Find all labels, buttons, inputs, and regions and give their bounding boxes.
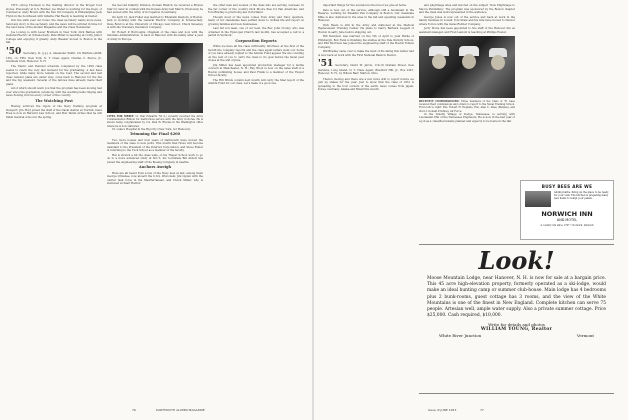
paragraph: All of which should warn you that the program has been moving fast ever since the graduation ceremony, with the wedding bells ringing and news flowing in from every corner of the country. (6, 87, 102, 98)
class-year-info: Secretary, Lt. (j.g.) A. Alexander Smith, CO Warfare (ADM-156), c/o FPO, New York, N. Y. Class Agent, Charles C. Pierce, Jr., Graduate Club, Hanover, N. H. (6, 51, 102, 63)
paragraph: Bill Bradley came over to make the most of his skiing this winter and is now back at work with the First National Bank in Boston. (318, 50, 414, 57)
left-column-2 (107, 4, 203, 400)
section-heading: The Watching Post (35, 98, 73, 103)
paragraph: Into the sixth year our notes: the class secretary wants more news. Send any story to the secretary, and the news will be printed in time for the next issue of the Alumni Magazine and the Class Newsletter. (6, 19, 102, 29)
ad-agent: WILLIAM YOUNG, Realtor (480, 327, 553, 333)
paragraph: CITY.—Doug Thomson is the training director in the Kroger food stores. Previously at U.S. Rubber, Joe Weber is working for the Dept. of Commerce; Andy Brown with the Sun Oil Company in Philadelphia; Jack Flynn in the Southwest with Gillette; Hal Reedy is teaching at Dexter. (6, 4, 102, 18)
ad-body: Adding baths, fixing up the place to be ready for your visit. The kitchen is preparing many new items to tempt your palate. (554, 191, 609, 201)
right-column-2 (419, 4, 515, 240)
inn-illustration (525, 191, 551, 207)
paragraph: St. Luke's Hospital in the Big City (New York, not Hanover). (112, 127, 192, 131)
paragraph: Last but not least, one of our best, the Rev. John Crosby, who was ordained in the Episcopal Church last month, has accepted a call to a parish in Vermont. (208, 27, 304, 37)
paragraph: Jim Miller has been appointed production manager for a textile concern in Manchester, N. H.; Ray Wood is now on the sales staff of a Boston publishing house; and Paul Frank is a member of the Thayer School faculty. (208, 63, 304, 77)
class-year-block (318, 59, 414, 76)
paragraph: Hal is stretch a bit the class wide, of his Thayer School work to go on to a more advanced study at M.I.T.; his roommate Bill Abbott has joined the engineering staff of the Boeing Company in Seattle. (107, 153, 203, 164)
caption-text: Three members of the Class of '51 have received their commissions and orders to report to the Naval Training School. From left to right: Ens. Robert H. Hopkins, Ens. Alan C. Atlee (Rennes), and 2nd Lt. Donald P. Kibbey, Air Force. (419, 100, 515, 113)
ad-agent-town: White River Junction (439, 333, 482, 339)
class-year-block (6, 47, 102, 64)
caption-title: RECENTLY COMMISSIONED: (419, 100, 460, 103)
page-number: 77 (480, 408, 484, 412)
paragraph: Though most of the news comes from Army and Navy quarters, many of our classmates have settled down to civilian life and report on growing families and new businesses. (208, 15, 304, 26)
ad-headline: Look! (478, 246, 555, 275)
ad-agent-state: Vermont (576, 333, 594, 339)
award-photo (107, 43, 203, 113)
ad-brand-sub: AND MOTEL (556, 218, 578, 222)
lodge-sale-ad (419, 244, 614, 402)
paragraph: important things for the wounded is the blood we give at home. (323, 4, 407, 7)
ad-brand: NORWICH INN (541, 210, 593, 218)
paragraph: Here are all heard from a few of the Navy men at last, among them George Ormsbee, now aboard the U.S.S. Wisconsin; Jim Ogden with the carrier task force in the Mediterranean, and Chuck Miller, who is stationed at Pearl Harbor. (107, 171, 203, 186)
paragraph: The frantic and frenzied schedule completed by the 1950 class seems to reach the very last moment for the graduating. A few have reported, while many more remain on the road. The second and last class reunion plans are under way; come back to Hanover for the fun and the big weekend. Several of the fellows have already made their plans. (6, 65, 102, 86)
paragraph: in the Tenafly Village of Dodge, Tennessee, is serving with Lieutenant Phil of the Tennessee Engineers. He is now in the last year of a job as a classified missile planner and expects to be home in the fall. (419, 112, 515, 123)
ad-headline: BUSY BEES ARE WE (541, 184, 593, 189)
left-page (6, 4, 306, 414)
paragraph: The Hill Winds column next month will carry the final report of the Alumni Fund for our class. Let's make it a good one. (208, 78, 304, 85)
paragraph: the other men and women of the class who are serving overseas. In the far corner of the country Dick Moore flies for Pan American, and Tom Bradley is practicing law in Portland. (208, 4, 304, 14)
ad-contact-line: Write for details and photos (488, 322, 545, 328)
page-number: 76 (132, 408, 136, 412)
paragraph: Two more bosses and four years of Dartmouth have moved the members of the class to new posts. This month Dan Howe will become Assistant to the President of the Polaroid Corporation, and Steve Fisher is returning to the Tuck School as a member of the faculty. (107, 138, 203, 153)
caption-text: Lt. Dan Edwards '50 (l.) recently received the Army Commendation Ribbon for meritorious service with the Army in Korea. He is shown being congratulated by Col. Paul W. Rhodes in the Washington office where he is now stationed. (107, 115, 203, 128)
class-year-number: '50 (6, 46, 22, 57)
paragraph: Having survived the rigors of the Navy training program at Newport, Jim Hoyt joined the staff of the Naval station at Norfolk. Dave Ross is now at Harvard Law School, and Bob Tamm writes that he will finish medical school in the spring. (6, 105, 102, 119)
section-heading: Corporation Reports (235, 38, 277, 43)
paragraph: Dick Beers is still in the Army and stationed at the Medical Replacement Training Center. He plans to marry Barbara Leggett of Boston in early June before shipping out. (318, 23, 414, 34)
right-column-1 (318, 4, 414, 400)
ad-body: Moose Mountain Lodge, near Hanover, N. H. is now for sale at a bargain price. This 45 acre high-elevation property, formerly operated as a ski-lodge, would make an ideal hunting camp or summer club-house. Main lodge has 4 bedrooms plus 2 bunk-rooms, guest cottage has 3 rooms, and the view of the White Mountains is one of the finest in New England. Complete kitchen can serve 75 people. Artesian well, ample water supply. Also a private summer cottage. Price $25,000. Cash required, $10,000. (427, 276, 606, 319)
class-year-info: Secretary, David W. Jarvis, 119-19 Graham Street, Kew Gardens, Long Island, N. Y. Class Agent, Bradford Hill, Jr., Box 2347, Hanover, N. H., by Wilson Barr, Marion, Ohio. (318, 64, 414, 76)
photo-caption (107, 115, 203, 128)
paragraph: There's moving and there are a few more still to report before we pull up stakes for the year. Just to show that the class of 1951 is spreading to the four corners of the earth, news comes from Japan, Korea, Germany, Alaska and Brazil this month. (318, 77, 414, 92)
left-column-1 (6, 4, 102, 400)
ad-footnote: A country inn since 1797 • Norwich, Vermont (540, 224, 594, 227)
caption-title: CITES FOR MERIT: (107, 115, 135, 118)
section-heading: Trimming the Final $200 (129, 132, 181, 137)
page-gutter (312, 0, 314, 420)
paragraph: the Second Infantry Division, Korean Branch, he received a Bronze Star for valor in combat with the Korean Army last March. Previously he had served with the Army of Occupation in Germany. (107, 4, 203, 14)
paragraph: George Jones is now out of the service and back at work in the family business in Lowell. Tom Shaw and his wife have moved to Denver where Tom is with the Gates Rubber Company. (419, 15, 515, 26)
class-year-number: '51 (318, 59, 334, 69)
paragraph: Jerry Stone has been appointed to the staff of the Hanover Inn as assistant manager, and Fred Lamont is teaching at Phillips Exeter. (419, 27, 515, 34)
issue-title: Issue of JUNE 1953 (428, 408, 457, 412)
paragraph: While we have all the class sufficiently informed, at the first of the month the company reports and the class agent letters went out. Some of you have already replied to the Alumni Fund appeal. We are counting on the rest of you to carry the class to its goal before the fiscal year closes at the end of June. (208, 45, 304, 62)
right-page (318, 4, 618, 414)
paragraph: Joe Lowrey is with Lever Brothers in New York; Dick Barnes with General Electric at Schenectady; Pete Miller is teaching at Colby Junior College and enjoying it greatly. Andy Bleeker moved to Boston in the fall. (6, 30, 102, 44)
paragraph: and pilgrimage sites and favored on the subject 'New Pilgrimage to Mecca Publishing.' The program was sponsored by the Boston chapter and the class was well represented in the audience. (419, 4, 515, 14)
paragraph: Bill Davidson was married on the 5th of April to Joan Burke of Pittsburgh. Bob Fenn is finishing his studies at the Yale Divinity School, and Phil Morrison has joined the engineering staff of the Boston Edison Company. (318, 35, 414, 49)
section-heading: Anchors Aweigh (138, 165, 172, 170)
paragraph: Dr. Robert P. Burroughs, Chaplain of the class and now with the Veterans Administration, is back in Hanover with his family after a year of study in Europe. (107, 30, 203, 41)
commission-photo (419, 36, 515, 98)
norwich-inn-ad (520, 180, 614, 240)
magazine-title: DARTMOUTH ALUMNI MAGAZINE (156, 408, 205, 412)
photo-caption (419, 100, 515, 113)
left-column-3 (208, 4, 304, 400)
paragraph: On April 15, Jack Fuller was married to Elizabeth Peabody of Boston. Jack is working with the General Electric Company in Schenectady. Dave Bond is at the University of Chicago Law School; Chuck Sweeney is with the Travelers Insurance Company. (107, 15, 203, 29)
paragraph: Pete is now out of the service, although still a lieutenant in the Reserve, working for Sheaffer Pen Company in Boston. Our classmate Mike is also stationed in the area in the fall and spending weekends in Hanover. (318, 8, 414, 22)
